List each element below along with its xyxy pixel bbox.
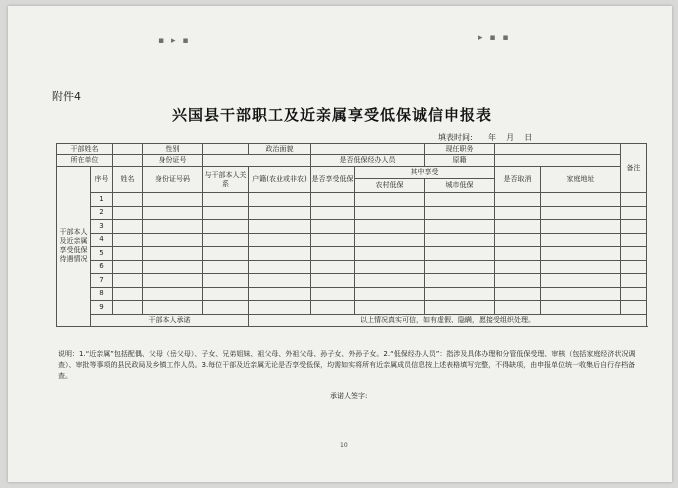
cell[interactable] [495, 274, 541, 288]
cell[interactable] [143, 274, 203, 288]
cell[interactable] [541, 287, 621, 301]
cadre-name-value[interactable] [113, 144, 143, 155]
current-position-value[interactable] [495, 144, 621, 155]
remark-label: 备注 [621, 144, 647, 193]
table-row [57, 193, 647, 207]
col-name: 姓名 [113, 167, 143, 193]
current-position-label: 现任职务 [425, 144, 495, 155]
scan-smudge-left: ▪ ▸ ▪ [158, 36, 191, 46]
cell[interactable] [249, 220, 311, 234]
table-row [57, 220, 647, 234]
cell[interactable] [541, 274, 621, 288]
cell[interactable] [143, 301, 203, 315]
row-number: 1 [91, 193, 113, 207]
cell[interactable] [249, 260, 311, 274]
row-number: 6 [91, 260, 113, 274]
row-number: 2 [91, 206, 113, 220]
cell[interactable] [249, 233, 311, 247]
commitment-text: 以上情况真实可信，如有虚假、隐瞒，愿接受组织处理。 [249, 314, 647, 326]
id-number-label: 身份证号 [143, 155, 203, 167]
cell[interactable] [541, 193, 621, 207]
cell[interactable] [495, 301, 541, 315]
form-title: 兴国县干部职工及近亲属享受低保诚信申报表 [171, 106, 492, 124]
table-row [57, 301, 647, 315]
cell[interactable] [203, 220, 249, 234]
cell[interactable] [249, 193, 311, 207]
col-receiving: 是否享受低保 [311, 167, 355, 193]
scan-smudge-right: ▸ ▪ ▪ [478, 33, 511, 43]
cell[interactable] [203, 233, 249, 247]
work-unit-value[interactable] [113, 155, 143, 167]
table-row [57, 260, 647, 274]
cell[interactable] [203, 301, 249, 315]
row-number: 5 [91, 247, 113, 261]
table-row [57, 233, 647, 247]
cell[interactable] [113, 260, 143, 274]
cell[interactable] [425, 301, 495, 315]
notes-text: 说明：1.“近亲属”包括配偶、父母（岳父母）、子女、兄弟姐妹、祖父母、外祖父母、孙子女、外孙子女。2.“低保经办人员”：指涉及具体办理和分管低保受理、审核（包括家庭经济状况调查）、审批等事项的县民政局及乡镇工作人员。3.每位干部及近亲属无论是否享受低保，均需如实将所有近亲属成员信息按上述表格填写完整，不得缺项，由申报单位统一收集后自行存档备查。 [58, 350, 636, 380]
cell[interactable] [249, 274, 311, 288]
cell[interactable] [425, 287, 495, 301]
cell[interactable] [355, 260, 425, 274]
col-cancel: 是否取消 [495, 167, 541, 193]
cell[interactable] [425, 220, 495, 234]
cell[interactable] [143, 193, 203, 207]
political-status-value[interactable] [311, 144, 425, 155]
cell[interactable] [203, 287, 249, 301]
header-row-1 [57, 144, 647, 155]
work-unit-label: 所在单位 [57, 155, 113, 167]
cell[interactable] [143, 220, 203, 234]
cell[interactable] [425, 247, 495, 261]
cell[interactable] [495, 247, 541, 261]
cell[interactable] [425, 233, 495, 247]
row-number: 4 [91, 233, 113, 247]
row-number: 3 [91, 220, 113, 234]
col-id-number: 身份证号码 [143, 167, 203, 193]
cell[interactable] [621, 247, 647, 261]
cell[interactable] [621, 301, 647, 315]
low-income-handler-label: 是否低保经办人员 [311, 155, 425, 167]
cell[interactable] [143, 206, 203, 220]
cell[interactable] [143, 260, 203, 274]
cell[interactable] [143, 287, 203, 301]
row-number: 7 [91, 274, 113, 288]
cell[interactable] [311, 287, 355, 301]
id-number-value[interactable] [203, 155, 311, 167]
political-status-label: 政治面貌 [249, 144, 311, 155]
declaration-form-table [56, 143, 647, 327]
cell[interactable] [495, 193, 541, 207]
col-relation: 与干部本人关系 [203, 167, 249, 193]
table-row [57, 247, 647, 261]
family-section-label: 干部本人及近亲属享受低保待遇情况 [57, 167, 91, 327]
cell[interactable] [541, 301, 621, 315]
cell[interactable] [355, 206, 425, 220]
table-row [57, 206, 647, 220]
col-urban: 城市低保 [425, 179, 495, 193]
cell[interactable] [203, 247, 249, 261]
cell[interactable] [355, 287, 425, 301]
fill-time: 填表时间: 年 月 日 [438, 133, 533, 142]
commitment-row [57, 314, 647, 326]
cell[interactable] [249, 206, 311, 220]
cell[interactable] [495, 287, 541, 301]
cell[interactable] [621, 274, 647, 288]
header-row-3 [57, 167, 647, 179]
cell[interactable] [425, 193, 495, 207]
cell[interactable] [311, 233, 355, 247]
cell[interactable] [495, 206, 541, 220]
cell[interactable] [425, 260, 495, 274]
cell[interactable] [249, 301, 311, 315]
cell[interactable] [113, 301, 143, 315]
cell[interactable] [249, 247, 311, 261]
cell[interactable] [355, 193, 425, 207]
cell[interactable] [311, 247, 355, 261]
gender-value[interactable] [203, 144, 249, 155]
cell[interactable] [541, 247, 621, 261]
original-registration-value[interactable] [495, 155, 621, 167]
cell[interactable] [311, 301, 355, 315]
col-address: 家庭地址 [541, 167, 621, 193]
cell[interactable] [311, 193, 355, 207]
cell[interactable] [621, 220, 647, 234]
cell[interactable] [311, 220, 355, 234]
col-household: 户籍(农业或非农) [249, 167, 311, 193]
cell[interactable] [425, 206, 495, 220]
cell[interactable] [311, 206, 355, 220]
cell[interactable] [113, 287, 143, 301]
gender-label: 性别 [143, 144, 203, 155]
original-registration-label: 原籍 [425, 155, 495, 167]
cell[interactable] [143, 233, 203, 247]
cell[interactable] [311, 260, 355, 274]
row-number: 9 [91, 301, 113, 315]
cell[interactable] [113, 233, 143, 247]
cell[interactable] [541, 220, 621, 234]
cell[interactable] [203, 193, 249, 207]
cell[interactable] [249, 287, 311, 301]
cell[interactable] [621, 206, 647, 220]
header-row-2 [57, 155, 647, 167]
col-serial: 序号 [91, 167, 113, 193]
cell[interactable] [425, 274, 495, 288]
cell[interactable] [541, 206, 621, 220]
cell[interactable] [203, 206, 249, 220]
cell[interactable] [621, 233, 647, 247]
cell[interactable] [113, 193, 143, 207]
cell[interactable] [355, 247, 425, 261]
cell[interactable] [355, 233, 425, 247]
cell[interactable] [621, 287, 647, 301]
commitment-label: 干部本人承诺 [91, 314, 249, 326]
page-number: 10 [340, 442, 348, 449]
cell[interactable] [495, 233, 541, 247]
cell[interactable] [113, 247, 143, 261]
attachment-label: 附件4 [52, 90, 81, 103]
cell[interactable] [355, 274, 425, 288]
cell[interactable] [311, 274, 355, 288]
cell[interactable] [113, 274, 143, 288]
cell[interactable] [203, 274, 249, 288]
cell[interactable] [495, 220, 541, 234]
cell[interactable] [541, 233, 621, 247]
cadre-name-label: 干部姓名 [57, 144, 113, 155]
cell[interactable] [621, 260, 647, 274]
cell[interactable] [541, 260, 621, 274]
cell[interactable] [143, 247, 203, 261]
cell[interactable] [621, 193, 647, 207]
cell[interactable] [113, 206, 143, 220]
table-row [57, 287, 647, 301]
table-row [57, 274, 647, 288]
col-among: 其中享受 [355, 167, 495, 179]
col-rural: 农村低保 [355, 179, 425, 193]
cell[interactable] [113, 220, 143, 234]
cell[interactable] [355, 301, 425, 315]
cell[interactable] [203, 260, 249, 274]
cell[interactable] [495, 260, 541, 274]
cell[interactable] [355, 220, 425, 234]
row-number: 8 [91, 287, 113, 301]
signature-label[interactable]: 承诺人签字: [330, 392, 368, 400]
